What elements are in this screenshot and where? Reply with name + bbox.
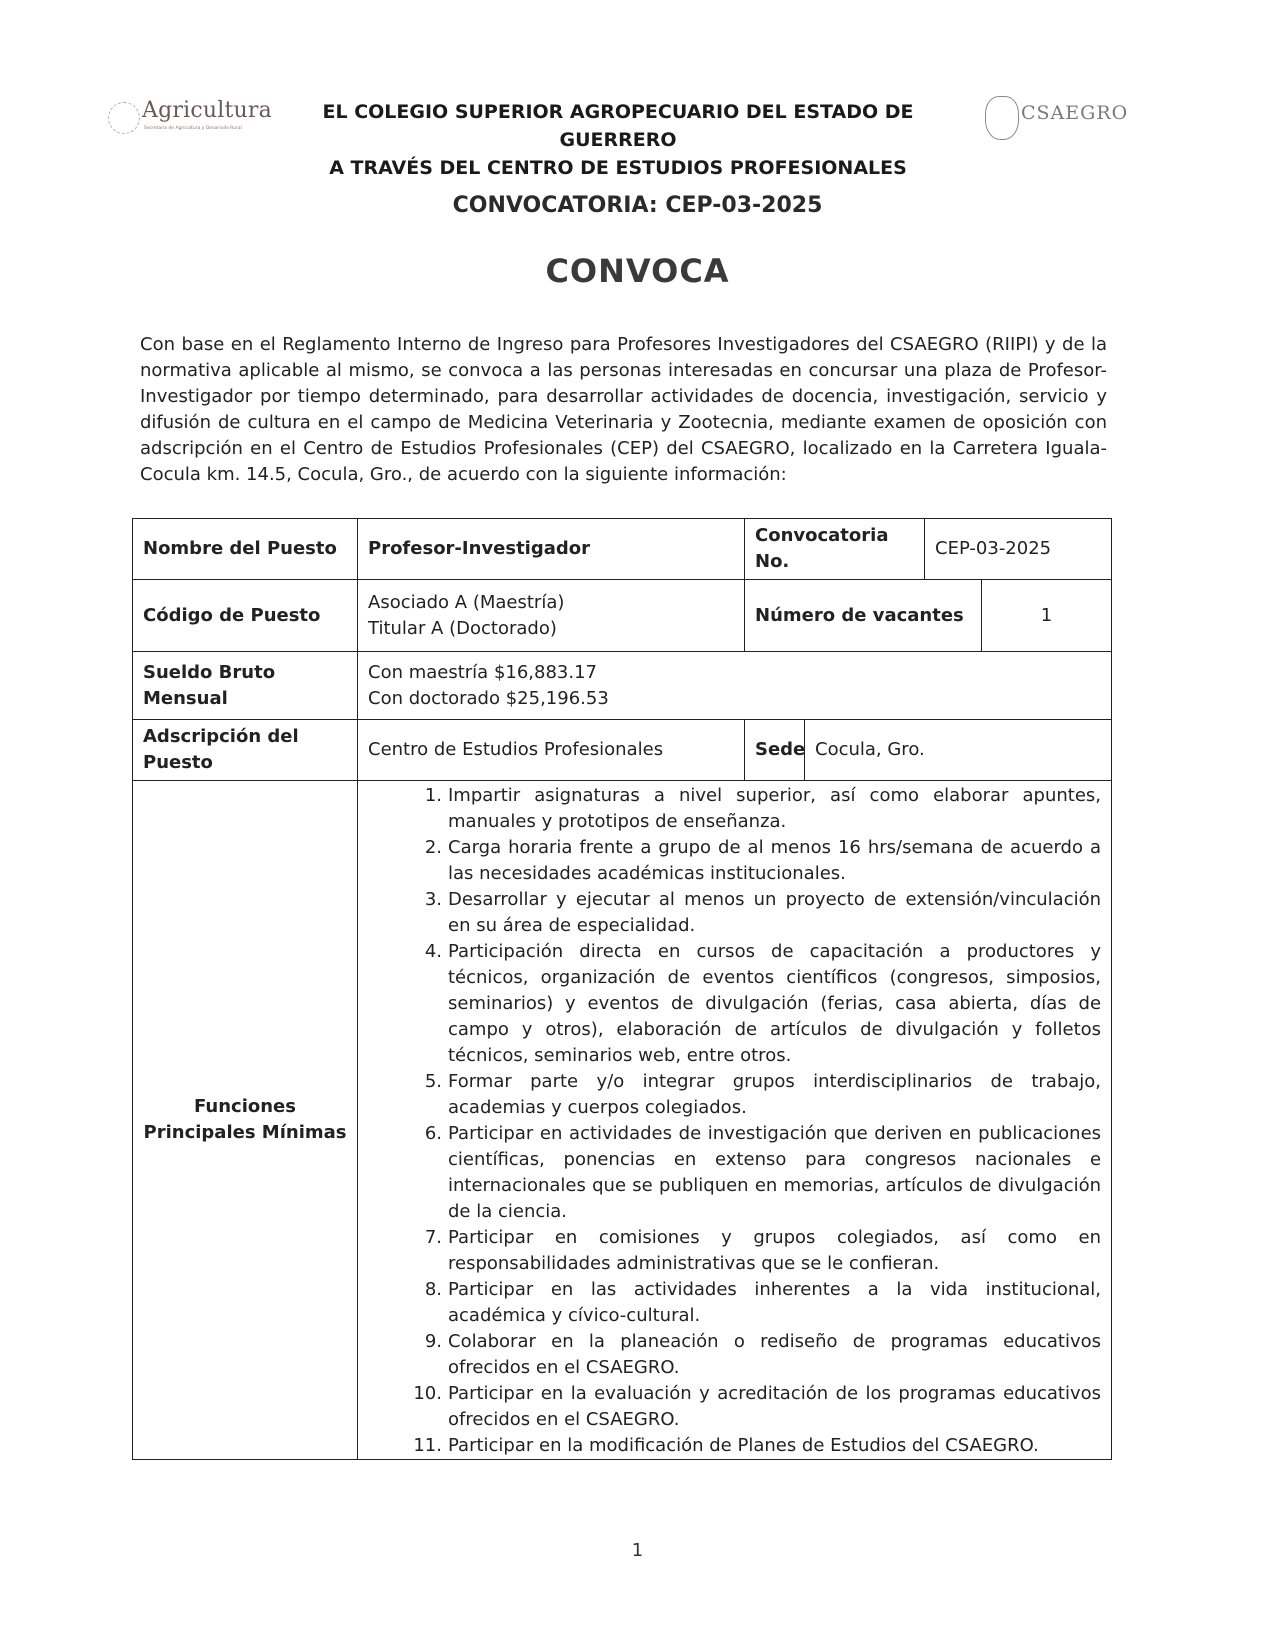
convocatoria-no-value: CEP-03-2025 xyxy=(925,519,1112,580)
funcion-item xyxy=(358,1433,1101,1459)
funcion-item xyxy=(358,939,1101,1069)
sueldo-maestria: Con maestría $16,883.17 xyxy=(368,661,597,683)
funcion-item xyxy=(358,1381,1101,1433)
funcion-text: Impartir asignaturas a nivel superior, así como elaborar apuntes, manuales y prototipos de enseñanza. xyxy=(448,785,1102,832)
funcion-number: 8. xyxy=(424,1279,442,1300)
funcion-item xyxy=(358,1277,1101,1329)
nombre-puesto-value: Profesor-Investigador xyxy=(358,519,745,580)
vacantes-label: Número de vacantes xyxy=(745,580,982,652)
funciones-cell xyxy=(358,781,1112,1460)
agricultura-seal-icon xyxy=(108,102,140,134)
funcion-item xyxy=(358,887,1101,939)
convocatoria-no-label: Convocatoria No. xyxy=(745,519,925,580)
funcion-item xyxy=(358,783,1101,835)
funciones-label: Funciones Principales Mínimas xyxy=(133,781,358,1460)
funcion-number: 9. xyxy=(424,1331,442,1352)
funcion-text: Participar en la evaluación y acreditación de los programas educativos ofrecidos en el CSAEGRO. xyxy=(448,1383,1102,1430)
funcion-number: 4. xyxy=(424,941,442,962)
codigo-puesto-label: Código de Puesto xyxy=(133,580,358,652)
agricultura-logo xyxy=(108,100,278,140)
funcion-text: Participar en las actividades inherentes a la vida institucional, académica y cívico-cultural. xyxy=(448,1279,1102,1326)
codigo-puesto-line2: Titular A (Doctorado) xyxy=(368,617,557,639)
funcion-item xyxy=(358,835,1101,887)
funcion-number: 6. xyxy=(424,1123,442,1144)
funcion-item xyxy=(358,1225,1101,1277)
sede-value: Cocula, Gro. xyxy=(805,720,1112,781)
institution-title-line1: EL COLEGIO SUPERIOR AGROPECUARIO DEL ESTADO DE GUERRERO xyxy=(322,101,914,151)
adscripcion-value: Centro de Estudios Profesionales xyxy=(358,720,745,781)
funcion-number: 3. xyxy=(424,889,442,910)
funcion-number: 7. xyxy=(424,1227,442,1248)
csaegro-logo-text: CSAEGRO xyxy=(1021,102,1129,124)
sueldo-doctorado: Con doctorado $25,196.53 xyxy=(368,687,609,709)
sede-label: Sede xyxy=(745,720,805,781)
agricultura-logo-text: Agricultura xyxy=(142,98,272,123)
csaegro-seal-icon xyxy=(985,96,1019,140)
funcion-item xyxy=(358,1329,1101,1381)
funcion-item xyxy=(358,1121,1101,1225)
vacantes-value: 1 xyxy=(982,580,1112,652)
agricultura-logo-subtext: Secretaría de Agricultura y Desarrollo Rural xyxy=(144,126,242,131)
funcion-number: 10. xyxy=(413,1383,442,1404)
csaegro-logo xyxy=(985,96,1135,144)
table-row-funciones xyxy=(133,781,1112,1460)
page-header xyxy=(100,96,1140,179)
institution-title xyxy=(288,98,948,182)
funcion-number: 5. xyxy=(424,1071,442,1092)
position-details-table xyxy=(132,518,1112,1460)
funcion-text: Participar en la modificación de Planes de Estudios del CSAEGRO. xyxy=(448,1435,1039,1456)
funcion-text: Carga horaria frente a grupo de al menos 16 hrs/semana de acuerdo a las necesidades académicas institucionales. xyxy=(448,837,1102,884)
page-number: 1 xyxy=(631,1540,644,1561)
nombre-puesto-label: Nombre del Puesto xyxy=(133,519,358,580)
funcion-number: 11. xyxy=(413,1435,442,1456)
codigo-puesto-line1: Asociado A (Maestría) xyxy=(368,591,565,613)
table-row-sueldo xyxy=(133,652,1112,720)
convoca-heading: CONVOCA xyxy=(545,252,730,290)
intro-paragraph: Con base en el Reglamento Interno de Ingreso para Profesores Investigadores del CSAEGRO (RIIPI) y de la normativa aplicable al mismo, se convoca a las personas interesadas en concursar una plaza de Profesor-Investigador por tiempo determinado, para desarrollar actividades de docencia, investigación, servicio y difusión de cultura en el campo de Medicina Veterinaria y Zootecnia, mediante examen de oposición con adscripción en el Centro de Estudios Profesionales (CEP) del CSAEGRO, localizado en la Carretera Iguala-Cocula km. 14.5, Cocula, Gro., de acuerdo con la siguiente información: xyxy=(140,334,1107,485)
sueldo-label: Sueldo Bruto Mensual xyxy=(133,652,358,720)
sueldo-value xyxy=(358,652,1112,720)
funcion-item xyxy=(358,1069,1101,1121)
funcion-text: Participación directa en cursos de capacitación a productores y técnicos, organización de eventos científicos (congresos, simposios, seminarios) y eventos de divulgación (ferias, casa abierta, días de campo y otros), elaboración de artículos de divulgación y folletos técnicos, seminarios web, entre otros. xyxy=(448,941,1102,1066)
funcion-text: Desarrollar y ejecutar al menos un proyecto de extensión/vinculación en su área de especialidad. xyxy=(448,889,1102,936)
table-row-codigo xyxy=(133,580,1112,652)
funcion-text: Participar en actividades de investigación que deriven en publicaciones científicas, ponencias en extenso para congresos nacionales e internacionales que se publiquen en memorias, artículos de divulgación de la ciencia. xyxy=(448,1123,1102,1222)
convocatoria-heading: CONVOCATORIA: CEP-03-2025 xyxy=(452,193,823,218)
funcion-number: 2. xyxy=(424,837,442,858)
funcion-text: Participar en comisiones y grupos colegiados, así como en responsabilidades administrativas que se le confieran. xyxy=(448,1227,1102,1274)
funciones-list xyxy=(358,783,1101,1459)
funcion-number: 1. xyxy=(424,785,442,806)
table-row-adscripcion xyxy=(133,720,1112,781)
table-row-nombre xyxy=(133,519,1112,580)
funcion-text: Colaborar en la planeación o rediseño de programas educativos ofrecidos en el CSAEGRO. xyxy=(448,1331,1102,1378)
funcion-text: Formar parte y/o integrar grupos interdisciplinarios de trabajo, academias y cuerpos colegiados. xyxy=(448,1071,1102,1118)
codigo-puesto-value xyxy=(358,580,745,652)
adscripcion-label: Adscripción del Puesto xyxy=(133,720,358,781)
institution-title-line2: A TRAVÉS DEL CENTRO DE ESTUDIOS PROFESIONALES xyxy=(329,157,907,179)
